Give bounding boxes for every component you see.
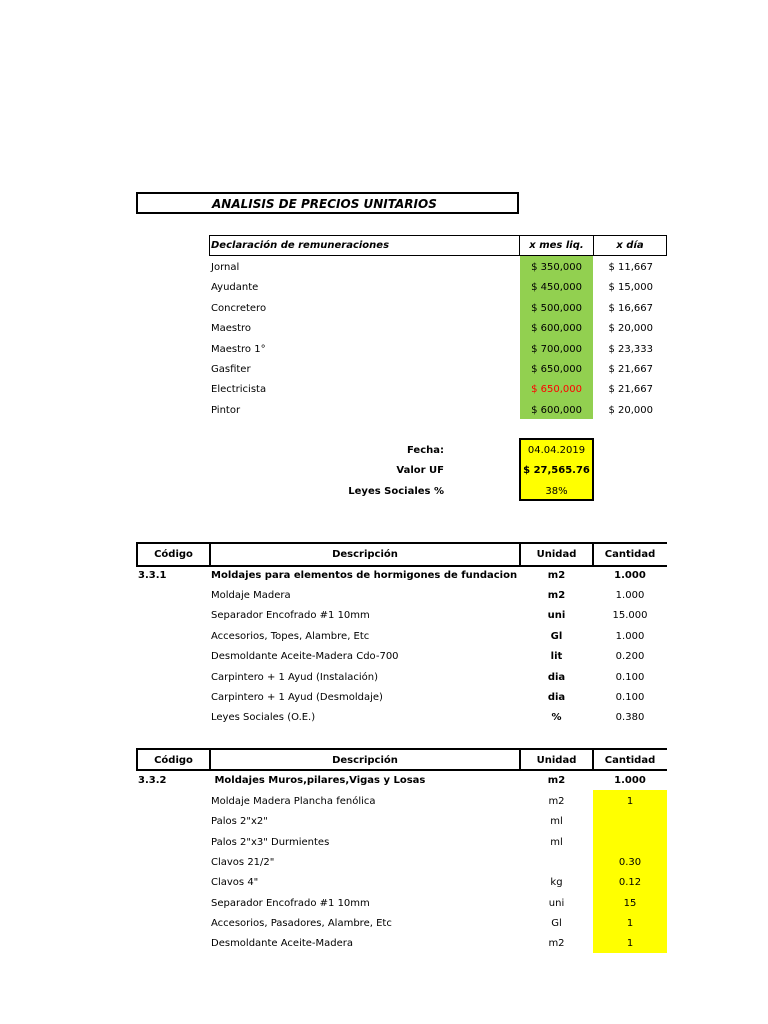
remuneracion-name: Electricista (211, 384, 267, 396)
item-description: Clavos 4" (211, 877, 259, 889)
item-description: Carpintero + 1 Ayud (Instalación) (211, 671, 378, 683)
item-description: Leyes Sociales (O.E.) (211, 712, 316, 724)
remuneracion-mes: $ 500,000 (531, 302, 582, 314)
remuneracion-dia: $ 21,667 (608, 384, 653, 396)
leyes-sociales-label: Leyes Sociales % (348, 486, 444, 497)
header-cantidad: Cantidad (604, 549, 656, 560)
remuneracion-mes: $ 600,000 (531, 404, 582, 416)
fecha-value: 04.04.2019 (527, 445, 586, 456)
remuneraciones-header (209, 235, 667, 256)
remuneracion-dia: $ 11,667 (608, 262, 653, 273)
remuneracion-dia: $ 20,000 (608, 323, 653, 335)
item-quantity: 0.200 (615, 651, 645, 663)
header-codigo: Código (154, 549, 193, 560)
item-unit: ml (550, 816, 563, 828)
item-quantity: 0.100 (615, 671, 645, 683)
header-unidad: Unidad (536, 755, 577, 766)
item-quantity: 0.30 (618, 856, 642, 868)
item-description: Palos 2"x3" Durmientes (211, 836, 330, 848)
header-descripcion: Descripción (332, 755, 398, 766)
item-unit: kg (550, 877, 563, 889)
section1-title: Moldajes para elementos de hormigones de fundacion (211, 570, 518, 581)
item-description: Palos 2"x2" (211, 816, 268, 828)
remuneracion-mes: $ 600,000 (531, 323, 582, 335)
section2-qty: 1.000 (614, 775, 646, 786)
item-unit: m2 (547, 590, 566, 601)
item-quantity: 15 (623, 897, 637, 909)
item-quantity: 15.000 (612, 610, 648, 622)
remuneracion-name: Pintor (211, 404, 241, 416)
valor-uf-value: $ 27,565.76 (523, 465, 590, 476)
table-header-border-bottom (136, 565, 667, 567)
item-description: Desmoldante Aceite-Madera (211, 938, 354, 950)
section1-code: 3.3.1 (138, 570, 167, 581)
item-quantity: 1.000 (615, 590, 645, 601)
section2-code: 3.3.2 (138, 775, 167, 786)
item-unit: ml (550, 836, 563, 848)
item-description: Separador Encofrado #1 10mm (211, 610, 370, 622)
remuneracion-name: Concretero (211, 302, 267, 314)
remuneraciones-header-mes: x mes liq. (529, 240, 584, 251)
remuneraciones-header-dia: x día (616, 240, 644, 251)
item-quantity: 0.12 (618, 877, 642, 889)
header-cantidad: Cantidad (604, 755, 656, 766)
title-box (136, 192, 519, 214)
remuneracion-dia: $ 16,667 (608, 302, 653, 314)
section2-unit: m2 (547, 775, 566, 786)
item-quantity: 1.000 (615, 630, 645, 642)
item-unit: uni (547, 610, 566, 622)
item-quantity: 0.100 (615, 692, 645, 703)
item-description: Moldaje Madera (211, 590, 291, 601)
item-description: Carpintero + 1 Ayud (Desmoldaje) (211, 692, 383, 703)
remuneracion-mes: $ 350,000 (531, 262, 582, 273)
remuneraciones-header-desc: Declaración de remuneraciones (211, 240, 390, 251)
fecha-label: Fecha: (406, 445, 444, 456)
item-unit: % (551, 712, 562, 724)
item-unit: m2 (548, 938, 565, 950)
remuneracion-dia: $ 23,333 (608, 343, 653, 355)
remuneracion-mes: $ 700,000 (531, 343, 582, 355)
item-quantity: 1 (626, 917, 634, 929)
leyes-sociales-value: 38% (545, 486, 568, 497)
section1-unit: m2 (547, 570, 566, 581)
item-quantity: 0.380 (615, 712, 645, 724)
section2-title: Moldajes Muros,pilares,Vigas y Losas (211, 775, 426, 786)
section1-qty: 1.000 (614, 570, 646, 581)
valor-uf-label: Valor UF (396, 465, 444, 476)
remuneracion-mes: $ 650,000 (531, 384, 582, 396)
remuneracion-name: Ayudante (211, 282, 259, 294)
item-unit: Gl (550, 630, 563, 642)
item-unit: dia (547, 671, 566, 683)
header-unidad: Unidad (536, 549, 577, 560)
item-description: Desmoldante Aceite-Madera Cdo-700 (211, 651, 399, 663)
item-description: Moldaje Madera Plancha fenólica (211, 796, 376, 807)
table-header-border-top (136, 542, 667, 544)
item-description: Separador Encofrado #1 10mm (211, 897, 370, 909)
remuneracion-name: Maestro 1° (211, 343, 266, 355)
item-description: Accesorios, Pasadores, Alambre, Etc (211, 917, 392, 929)
remuneracion-dia: $ 20,000 (608, 404, 653, 416)
item-unit: uni (548, 897, 565, 909)
header-codigo: Código (154, 755, 193, 766)
remuneracion-dia: $ 21,667 (608, 364, 653, 375)
item-unit: lit (550, 651, 563, 663)
remuneracion-mes: $ 450,000 (531, 282, 582, 294)
item-description: Accesorios, Topes, Alambre, Etc (211, 630, 370, 642)
item-quantity: 1 (626, 938, 634, 950)
table-header-border-top (136, 748, 667, 750)
item-quantity: 1 (626, 796, 634, 807)
item-unit: m2 (548, 796, 565, 807)
remuneracion-mes: $ 650,000 (531, 364, 582, 375)
item-description: Clavos 21/2" (211, 856, 275, 868)
page-title: ANALISIS DE PRECIOS UNITARIOS (212, 197, 437, 211)
item-unit: dia (547, 692, 566, 703)
item-unit: Gl (551, 917, 562, 929)
remuneracion-dia: $ 15,000 (608, 282, 653, 294)
header-descripcion: Descripción (332, 549, 398, 560)
remuneracion-name: Jornal (211, 262, 240, 273)
remuneracion-name: Maestro (211, 323, 252, 335)
remuneracion-name: Gasfiter (211, 364, 251, 375)
table-header-border-bottom (136, 769, 667, 771)
